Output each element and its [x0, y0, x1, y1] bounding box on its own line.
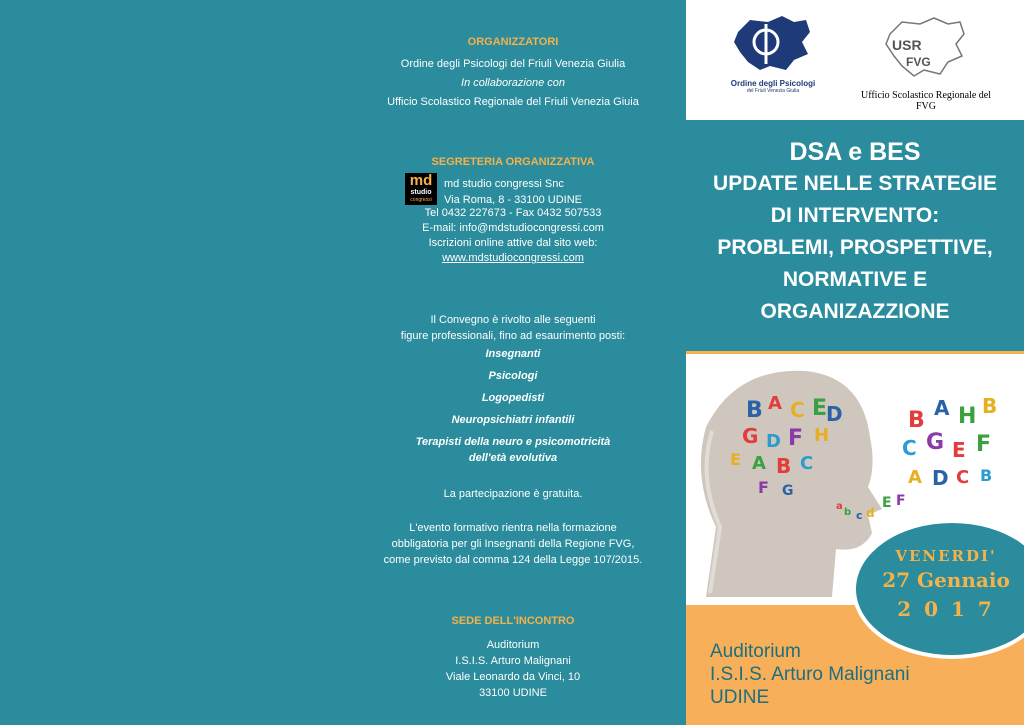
svg-text:a: a [836, 501, 843, 512]
usr-fvg-logo [880, 12, 970, 80]
title-line6: ORGANIZAZZIONE [760, 300, 950, 323]
segreteria-company: md studio congressi Snc [444, 178, 564, 190]
audience-section [345, 312, 681, 568]
usr-text: USR [892, 37, 922, 53]
logos-band [686, 0, 1024, 120]
svg-text:B: B [982, 394, 998, 418]
audience-intro2: figure professionali, fino ad esaurimento posti: [400, 330, 626, 342]
svg-text:C: C [790, 398, 805, 422]
segreteria-contacts [345, 206, 681, 266]
role-logopedisti: Logopedisti [481, 392, 545, 404]
usr-map-icon [880, 12, 970, 80]
title-line5: NORMATIVE E [782, 268, 928, 291]
svg-text:C: C [956, 467, 970, 488]
sede-heading: SEDE DELL'INCONTRO [451, 615, 575, 627]
usr-caption: Ufficio Scolastico Regionale del FVG [860, 90, 992, 112]
venue-line2: I.S.I.S. Arturo Malignani [710, 664, 910, 685]
svg-text:A: A [934, 396, 950, 420]
svg-text:G: G [742, 424, 759, 448]
svg-text:B: B [908, 408, 925, 433]
title-line1: DSA e BES [789, 138, 921, 166]
ordine-psicologi-logo [730, 12, 816, 92]
segreteria-company-block [444, 176, 582, 208]
svg-text:F: F [758, 478, 769, 497]
sede-section [345, 613, 681, 701]
title-line4: PROBLEMI, PROSPETTIVE, [717, 236, 993, 259]
cover-panel [686, 0, 1024, 725]
ordine-logo-line2: del Friuli Venezia Giulia [746, 88, 800, 94]
svg-text:D: D [766, 431, 781, 452]
svg-text:B: B [980, 466, 993, 485]
svg-text:A: A [752, 453, 766, 474]
fvg-text: FVG [906, 55, 931, 69]
md-logo-top: md [409, 172, 433, 189]
svg-text:E: E [882, 495, 892, 511]
svg-text:C: C [902, 436, 917, 460]
organizzatori-line3: Ufficio Scolastico Regionale del Friuli Venezia Giuia [387, 96, 639, 108]
svg-text:B: B [776, 454, 792, 478]
segreteria-email: E-mail: info@mdstudiocongressi.com [422, 222, 604, 234]
svg-text:F: F [788, 426, 804, 451]
role-terapisti-line1: Terapisti della neuro e psicomotricità [415, 436, 611, 448]
svg-text:G: G [926, 430, 945, 455]
role-terapisti-line2: dell'età evolutiva [468, 452, 558, 464]
svg-text:F: F [896, 493, 906, 509]
venue-info [710, 640, 1010, 709]
md-studio-logo [405, 173, 437, 205]
segreteria-address: Via Roma, 8 - 33100 UDINE [444, 194, 582, 206]
sede-line1: Auditorium [486, 639, 540, 651]
role-psicologi: Psicologi [488, 370, 538, 382]
md-logo-mid: studio [410, 189, 432, 196]
participation-free: La partecipazione è gratuita. [443, 488, 583, 500]
ordine-logo-line1: Ordine degli Psicologi [730, 79, 816, 88]
venue-line3: UDINE [710, 687, 770, 708]
svg-text:H: H [814, 425, 830, 446]
title-line2: UPDATE NELLE STRATEGIE [713, 172, 997, 195]
event-date [856, 546, 1024, 624]
svg-text:A: A [768, 393, 782, 414]
svg-text:D: D [826, 402, 843, 426]
audience-intro1: Il Convegno è rivolto alle seguenti [430, 314, 596, 326]
organizzatori-line2: In collaborazione con [461, 77, 565, 89]
svg-text:A: A [908, 467, 922, 488]
sede-line2: I.S.I.S. Arturo Malignani [455, 655, 571, 667]
svg-text:F: F [976, 432, 992, 457]
title-line3: DI INTERVENTO: [770, 204, 940, 227]
segreteria-heading-wrap [345, 154, 681, 170]
event-title [686, 136, 1024, 328]
note-line3: come previsto dal comma 124 della Legge 107/2015. [383, 554, 643, 566]
svg-text:H: H [958, 404, 977, 429]
svg-text:d: d [866, 506, 875, 520]
svg-text:D: D [932, 466, 949, 490]
note-line2: obbligatoria per gli Insegnanti della Regione FVG, [391, 538, 635, 550]
svg-text:E: E [730, 450, 741, 469]
md-logo-bot: congressi [410, 197, 432, 203]
svg-text:G: G [782, 483, 794, 499]
date-date: 27 Gennaio [882, 568, 1010, 592]
orange-stripe [686, 351, 1024, 354]
segreteria-phone: Tel 0432 227673 - Fax 0432 507533 [424, 207, 602, 219]
role-neuropsichiatri: Neuropsichiatri infantili [451, 414, 575, 426]
svg-text:b: b [844, 507, 852, 518]
role-insegnanti: Insegnanti [485, 348, 541, 360]
segreteria-website-link[interactable]: www.mdstudiocongressi.com [442, 252, 584, 264]
sede-line4: 33100 UDINE [479, 687, 547, 699]
venue-line1: Auditorium [710, 641, 801, 662]
svg-text:E: E [812, 396, 828, 421]
segreteria-heading: SEGRETERIA ORGANIZZATIVA [431, 156, 595, 168]
svg-text:c: c [856, 509, 863, 522]
note-line1: L'evento formativo rientra nella formazione [409, 522, 617, 534]
fvg-map-icon [730, 12, 816, 72]
svg-text:C: C [800, 453, 814, 474]
sede-line3: Viale Leonardo da Vinci, 10 [445, 671, 581, 683]
svg-text:B: B [746, 398, 763, 423]
organizzatori-line1: Ordine degli Psicologi del Friuli Venezia Giulia [400, 58, 626, 70]
organizzatori-section [345, 34, 681, 110]
svg-text:E: E [952, 438, 966, 462]
segreteria-online: Iscrizioni online attive dal sito web: [428, 237, 598, 249]
date-year: 2 0 1 7 [897, 597, 995, 621]
date-day: VENERDI' [895, 547, 997, 565]
organizzatori-heading: ORGANIZZATORI [467, 36, 559, 48]
